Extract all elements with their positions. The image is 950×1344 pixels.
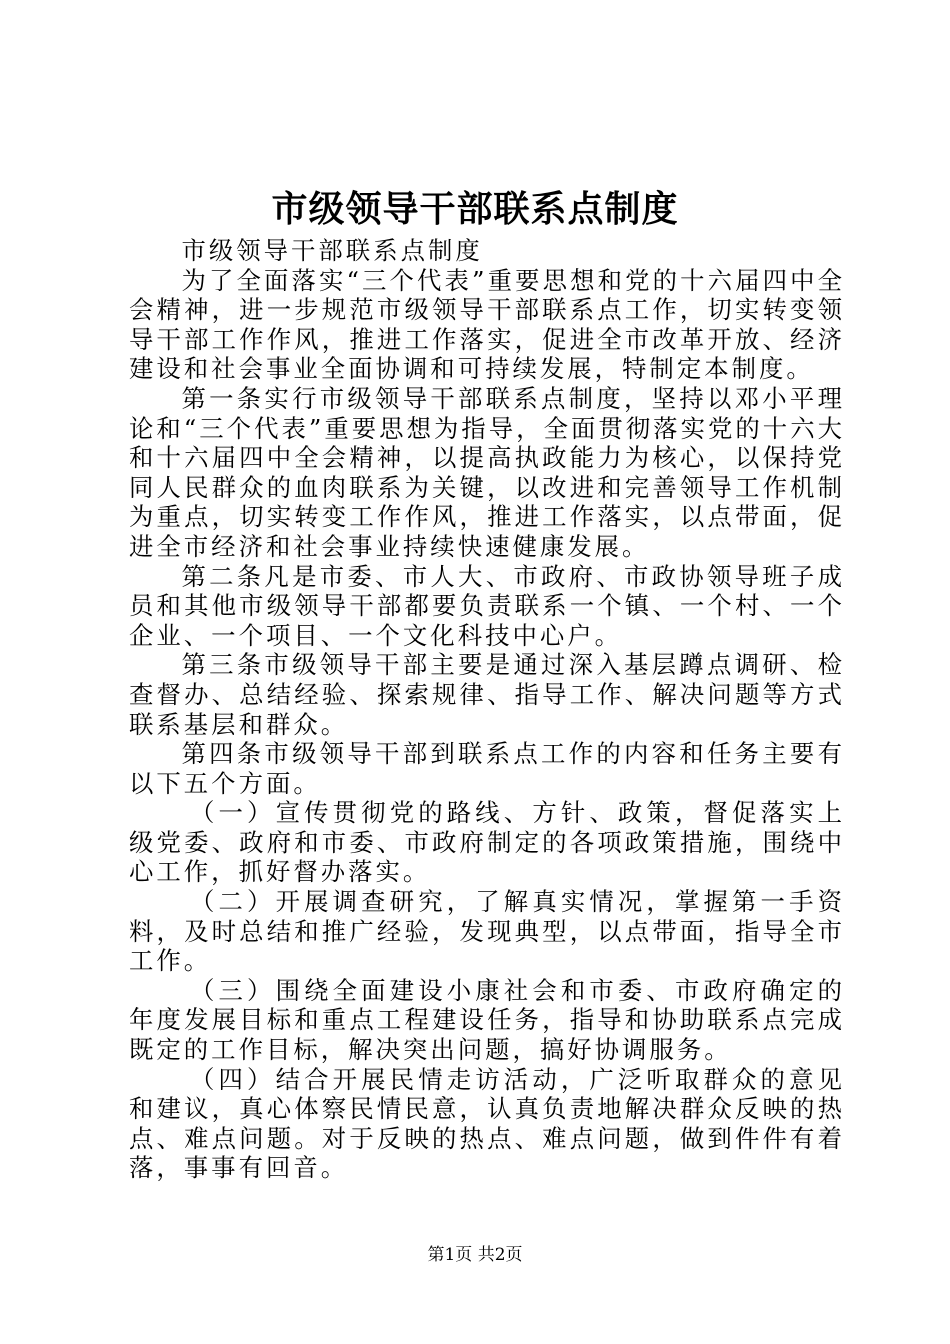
paragraph-item-1: （一）宣传贯彻党的路线、方针、政策，督促落实上级党委、政府和市委、市政府制定的各项政策措施，围绕中心工作，抓好督办落实。 (129, 798, 845, 887)
paragraph-article-4: 第四条市级领导干部到联系点工作的内容和任务主要有以下五个方面。 (129, 739, 845, 798)
document-body (129, 236, 845, 1183)
paragraph-item-2: （二）开展调查研究，了解真实情况，掌握第一手资料，及时总结和推广经验，发现典型，以点带面，指导全市工作。 (129, 887, 845, 976)
paragraph-article-3: 第三条市级领导干部主要是通过深入基层蹲点调研、检查督办、总结经验、探索规律、指导工作、解决问题等方式联系基层和群众。 (129, 650, 845, 739)
paragraph-item-3: （三）围绕全面建设小康社会和市委、市政府确定的年度发展目标和重点工程建设任务，指导和协助联系点完成既定的工作目标，解决突出问题，搞好协调服务。 (129, 975, 845, 1065)
paragraph-item-4: （四）结合开展民情走访活动，广泛听取群众的意见和建议，真心体察民情民意，认真负责地解决群众反映的热点、难点问题。对于反映的热点、难点问题，做到件件有着落，事事有回音。 (129, 1064, 845, 1183)
paragraph-article-1: 第一条实行市级领导干部联系点制度，坚持以邓小平理论和“三个代表”重要思想为指导，全面贯彻落实党的十六大和十六届四中全会精神，以提高执政能力为核心，以保持党同人民群众的血肉联系为关键，以改进和完善领导工作机制为重点，切实转变工作作风，推进工作落实，以点带面，促进全市经济和社会事业持续快速健康发展。 (129, 383, 845, 561)
page-footer: 第1页 共2页 (427, 1245, 523, 1265)
paragraph-preamble: 为了全面落实“三个代表”重要思想和党的十六届四中全会精神，进一步规范市级领导干部联系点工作，切实转变领导干部工作作风，推进工作落实，促进全市改革开放、经济建设和社会事业全面协调和可持续发展，特制定本制度。 (129, 265, 845, 384)
paragraph-article-2: 第二条凡是市委、市人大、市政府、市政协领导班子成员和其他市级领导干部都要负责联系一个镇、一个村、一个企业、一个项目、一个文化科技中心户。 (129, 561, 845, 650)
document-title: 市级领导干部联系点制度 (271, 188, 679, 230)
paragraph-subtitle: 市级领导干部联系点制度 (181, 236, 483, 265)
